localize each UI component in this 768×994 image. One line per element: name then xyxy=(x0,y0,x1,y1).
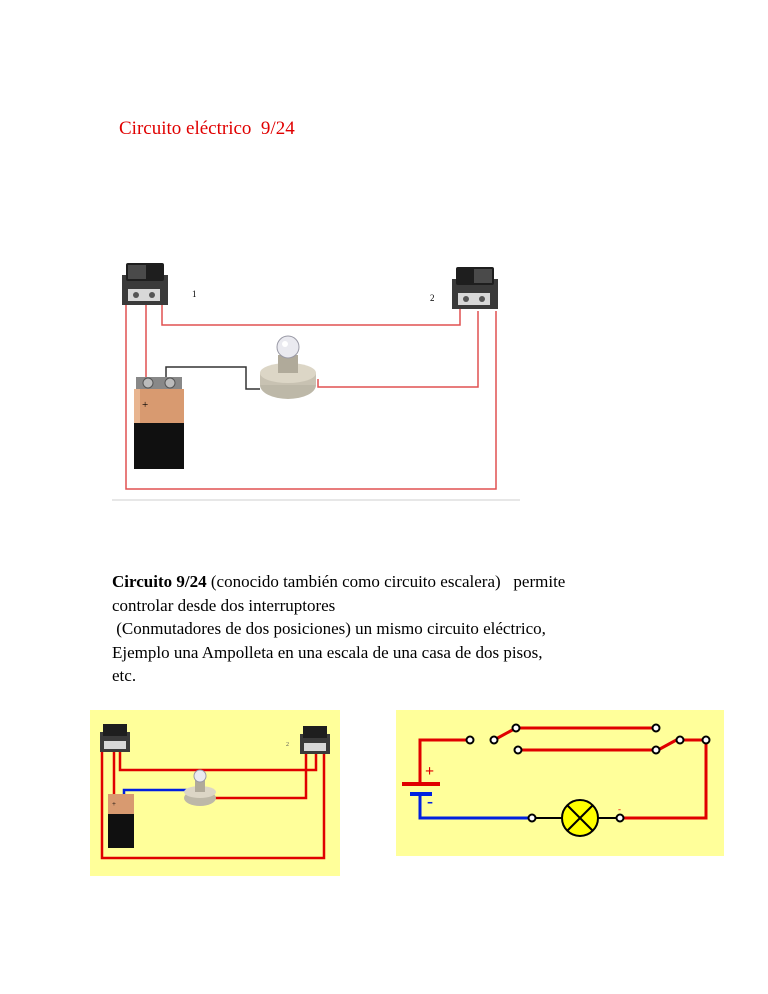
schematic-plus: + xyxy=(425,763,435,780)
description-line-2: controlar desde dos interruptores xyxy=(112,595,336,615)
description-line-1: Circuito 9/24 (conocido también como circuito escalera) permite xyxy=(112,572,566,591)
description xyxy=(112,570,672,688)
switch-1-label: 1 xyxy=(192,289,197,299)
small-battery-plus: + xyxy=(112,800,116,808)
battery xyxy=(134,377,184,469)
schematic-minus: - xyxy=(427,791,433,811)
page-title: Circuito eléctrico 9/24 xyxy=(119,118,295,139)
switch-1 xyxy=(122,263,168,305)
small-switch-1 xyxy=(100,724,130,752)
switch-2 xyxy=(452,267,498,309)
battery-plus: + xyxy=(142,399,149,411)
small-circuit-figure xyxy=(90,710,340,876)
description-bold-lead: Circuito 9/24 xyxy=(112,572,207,591)
description-line-3: (Conmutadores de dos posiciones) un mismo circuito eléctrico, xyxy=(112,619,546,638)
schematic-diagram xyxy=(396,710,724,856)
main-circuit-figure xyxy=(110,255,522,505)
switch-2-label: 2 xyxy=(430,293,435,303)
schematic-lamp-minus: - xyxy=(618,804,621,814)
lamp xyxy=(260,336,316,399)
small-switch-2-label: 2 xyxy=(286,742,289,748)
small-switch-2 xyxy=(300,726,330,754)
description-line-4: Ejemplo una Ampolleta en una escala de una casa de dos pisos, xyxy=(112,642,543,662)
small-battery xyxy=(108,794,134,848)
schematic-lamp-icon xyxy=(562,800,598,836)
description-line-5: etc. xyxy=(112,666,137,685)
